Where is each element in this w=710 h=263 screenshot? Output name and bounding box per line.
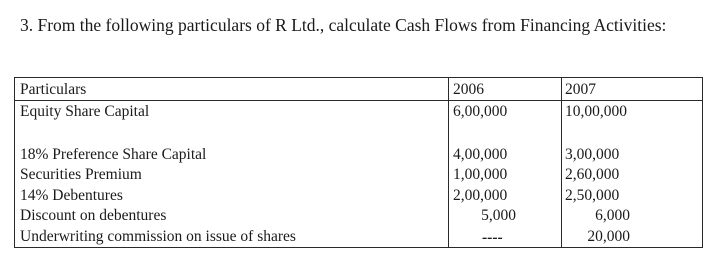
table-row-2006: 2,00,000 <box>453 187 508 204</box>
table-row-2007: 2,50,000 <box>565 187 620 204</box>
table-row-particular: Securities Premium <box>20 166 142 183</box>
table-row-2006: ---- <box>482 229 503 246</box>
particulars-table <box>14 77 703 248</box>
table-row-particular: 18% Preference Share Capital <box>20 146 207 163</box>
table-row-2007: 10,00,000 <box>565 103 627 120</box>
table-row-2007: 3,00,000 <box>565 146 620 163</box>
table-row-particular: Equity Share Capital <box>20 103 150 120</box>
table-row-particular: Underwriting commission on issue of shares <box>20 228 296 245</box>
table-row-2006: 5,000 <box>481 207 516 224</box>
column-divider <box>448 78 449 247</box>
header-divider <box>15 100 702 101</box>
table-row-2007: 2,60,000 <box>565 166 620 183</box>
question-text: 3. From the following particulars of R Ltd., calculate Cash Flows from Financing Activities: <box>20 15 667 35</box>
column-divider <box>561 78 562 247</box>
table-row-2007: 6,000 <box>595 207 630 224</box>
table-row-particular: 14% Debentures <box>20 187 123 204</box>
table-row-2006: 4,00,000 <box>453 146 508 163</box>
table-row-particular: Discount on debentures <box>20 207 167 224</box>
table-row-2006: 6,00,000 <box>453 103 508 120</box>
header-particulars: Particulars <box>20 81 87 98</box>
header-2006: 2006 <box>453 81 484 98</box>
header-2007: 2007 <box>565 81 596 98</box>
table-row-2007: 20,000 <box>587 228 630 245</box>
table-row-2006: 1,00,000 <box>453 166 508 183</box>
